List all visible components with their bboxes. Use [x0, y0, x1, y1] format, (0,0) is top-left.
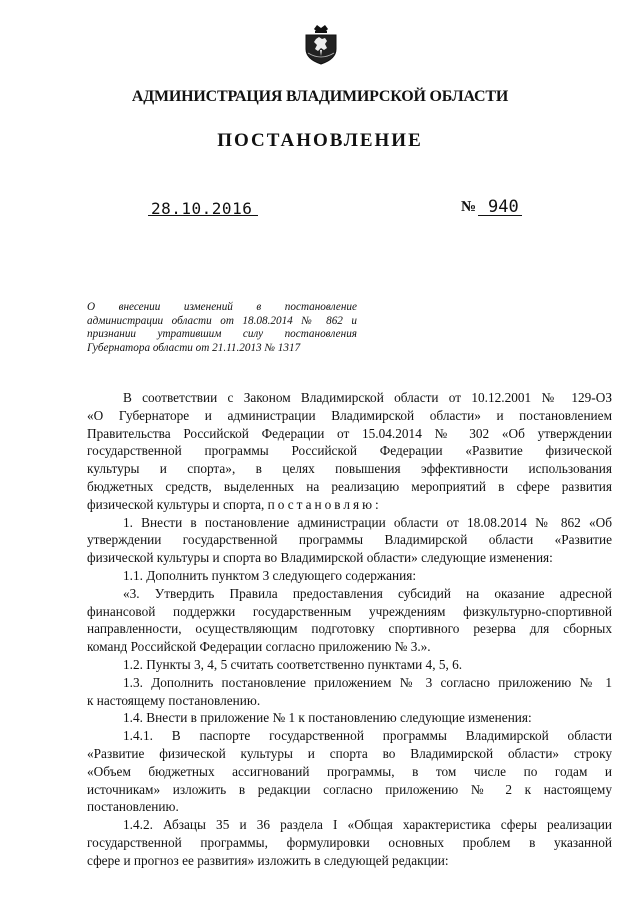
text-line: команд Российской Федерации согласно приложению № 3.».: [87, 639, 431, 655]
text-line: 1.4.1. В паспорте государственной программы Владимирской области: [123, 728, 612, 744]
preamble-text: физической культуры и спорта,: [87, 496, 268, 512]
text-line: источникам» изложить в редакции согласно приложению № 2 к настоящему: [87, 781, 612, 797]
paragraph-item-1-4-1: [87, 727, 612, 816]
text-line: Правительства Российской Федерации от 15.04.2014 № 302 «Об утверждении: [87, 425, 612, 441]
coat-of-arms-emblem: [303, 23, 339, 65]
text-line: 1. Внести в постановление администрации области от 18.08.2014 № 862 «Об: [123, 514, 612, 530]
text-line: государственной программы, формулировки основных проблем в указанной: [87, 834, 612, 850]
paragraph-item-1-1: 1.1. Дополнить пунктом 3 следующего содержания:: [123, 567, 417, 583]
text-line: к настоящему постановлению.: [87, 692, 261, 708]
text-line: государственной программы Российской Федерации «Развитие физической: [87, 443, 612, 459]
paragraph-item-1: [87, 514, 612, 567]
text-line: финансовой поддержки государственным учреждениям физкультурно-спортивной: [87, 603, 612, 619]
text-line: [87, 496, 612, 514]
text-line: культуры и спорта», в целях повышения эффективности использования: [87, 461, 612, 477]
text-line: направленности, осуществляющим подготовку спортивного резерва для сборных: [87, 621, 612, 637]
subject-line: признании утратившим силу постановления: [87, 328, 357, 340]
text-line: постановлению.: [87, 799, 179, 815]
subject-line: О внесении изменений в постановление: [87, 301, 357, 313]
text-line: бюджетных средств, выделенных на реализацию мероприятий в сфере развития: [87, 478, 612, 494]
text-line: «О Губернаторе и администрации Владимирской области» и постановлением: [87, 407, 612, 423]
text-line: 1.3. Дополнить постановление приложением № 3 согласно приложению № 1: [123, 674, 612, 690]
document-subject: [87, 301, 357, 355]
paragraph-item-1-2: 1.2. Пункты 3, 4, 5 считать соответственно пунктами 4, 5, 6.: [123, 656, 463, 672]
document-type-title: ПОСТАНОВЛЕНИЕ: [217, 130, 423, 151]
paragraph-item-1-4: 1.4. Внести в приложение № 1 к постановлению следующие изменения:: [123, 710, 532, 726]
date-underline: [148, 215, 258, 216]
number-underline: [478, 215, 522, 216]
text-line: «Развитие физической культуры и спорта во Владимирской области» строку: [87, 745, 612, 761]
organization-name: АДМИНИСТРАЦИЯ ВЛАДИМИРСКОЙ ОБЛАСТИ: [131, 88, 509, 105]
paragraph-quoted-item-3: [87, 585, 612, 656]
subject-line: администрации области от 18.08.2014 № 862 и: [87, 314, 357, 327]
paragraph-item-1-4-2: [87, 816, 612, 869]
text-line: «Объем бюджетных ассигнований программы, в том числе по годам и: [87, 763, 612, 779]
paragraph-preamble: [87, 389, 612, 514]
text-line: сфере и прогноз ее развития» изложить в следующей редакции:: [87, 852, 449, 868]
text-line: В соответствии с Законом Владимирской области от 10.12.2001 № 129-ОЗ: [123, 390, 612, 405]
text-line: «3. Утвердить Правила предоставления субсидий на оказание адресной: [123, 585, 612, 601]
document-date: 28.10.2016: [151, 199, 253, 218]
subject-line: Губернатора области от 21.11.2013 № 1317: [87, 341, 301, 354]
text-line: утверждении государственной программы Владимирской области «Развитие: [87, 532, 612, 548]
resolution-word: постановляю:: [267, 496, 382, 512]
text-line: физической культуры и спорта во Владимирской области» следующие изменения:: [87, 550, 553, 566]
document-body: [87, 389, 612, 870]
text-line: 1.4.2. Абзацы 35 и 36 раздела I «Общая характеристика сферы реализации: [123, 817, 612, 833]
paragraph-item-1-3: [87, 674, 612, 710]
number-sign: №: [461, 199, 477, 215]
document-number: 940: [488, 197, 519, 217]
